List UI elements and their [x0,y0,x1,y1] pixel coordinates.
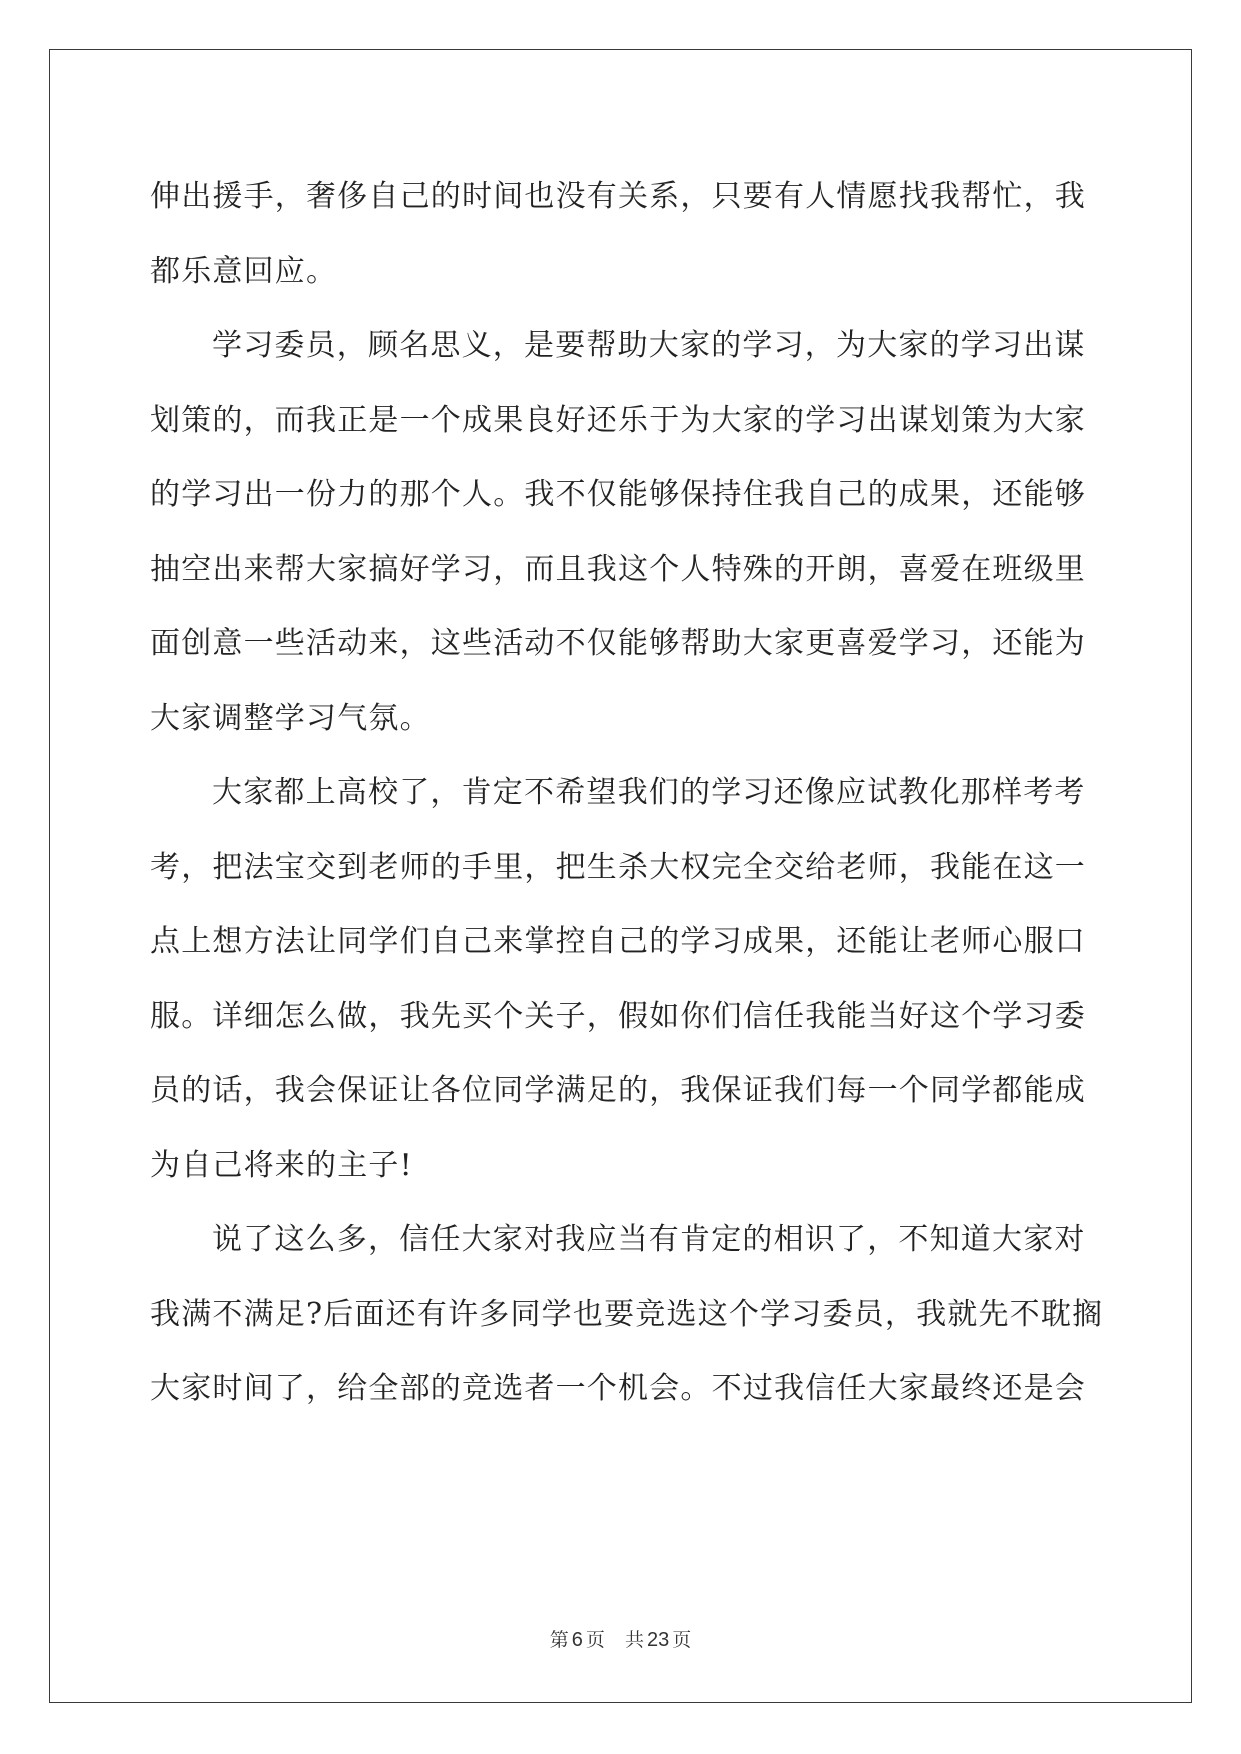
text-line: 抽空出来帮大家搞好学习，而且我这个人特殊的开朗，喜爱在班级里 [150,551,1086,587]
text-line: 点上想方法让同学们自己来掌控自己的学习成果，还能让老师心服口 [150,924,1086,959]
text-line: 划策的，而我正是一个成果良好还乐于为大家的学习出谋划策为大家 [150,402,1086,438]
text-line: 我满不满足?后面还有许多同学也要竞选这个学习委员，我就先不耽搁 [150,1296,1104,1332]
text-line: 伸出援手，奢侈自己的时间也没有关系，只要有人情愿找我帮忙，我 [150,179,1086,214]
document-body [150,160,1104,1427]
text-line: 考，把法宝交到老师的手里，把生杀大权完全交给老师，我能在这一 [150,849,1086,885]
text-line: 大家调整学习气氛。 [150,700,431,736]
text-line: 服。详细怎么做，我先买个关子，假如你们信任我能当好这个学习委 [150,998,1086,1034]
paragraph-start-line: 说了这么多，信任大家对我应当有肯定的相识了，不知道大家对 [212,1222,1086,1257]
text-line: 都乐意回应。 [150,253,338,289]
paragraph-start-line: 学习委员，顾名思义，是要帮助大家的学习，为大家的学习出谋 [212,328,1086,363]
footer-total-prefix: 共 [624,1629,644,1651]
footer-page-suffix: 页 [585,1629,605,1651]
text-line: 为自己将来的主子! [150,1147,413,1183]
text-line: 大家时间了，给全部的竞选者一个机会。不过我信任大家最终还是会 [150,1371,1086,1406]
text-line: 面创意一些活动来，这些活动不仅能够帮助大家更喜爱学习，还能为 [150,626,1086,661]
total-page-count: 23 [646,1629,670,1651]
page-number-footer [0,1625,1241,1652]
footer-prefix: 第 [549,1629,569,1651]
text-line: 员的话，我会保证让各位同学满足的，我保证我们每一个同学都能成 [150,1073,1086,1108]
text-line: 的学习出一份力的那个人。我不仅能够保持住我自己的成果，还能够 [150,477,1086,512]
footer-total-suffix: 页 [672,1629,692,1651]
current-page-number: 6 [571,1629,583,1651]
paragraph-start-line: 大家都上高校了，肯定不希望我们的学习还像应试教化那样考考 [212,775,1086,810]
